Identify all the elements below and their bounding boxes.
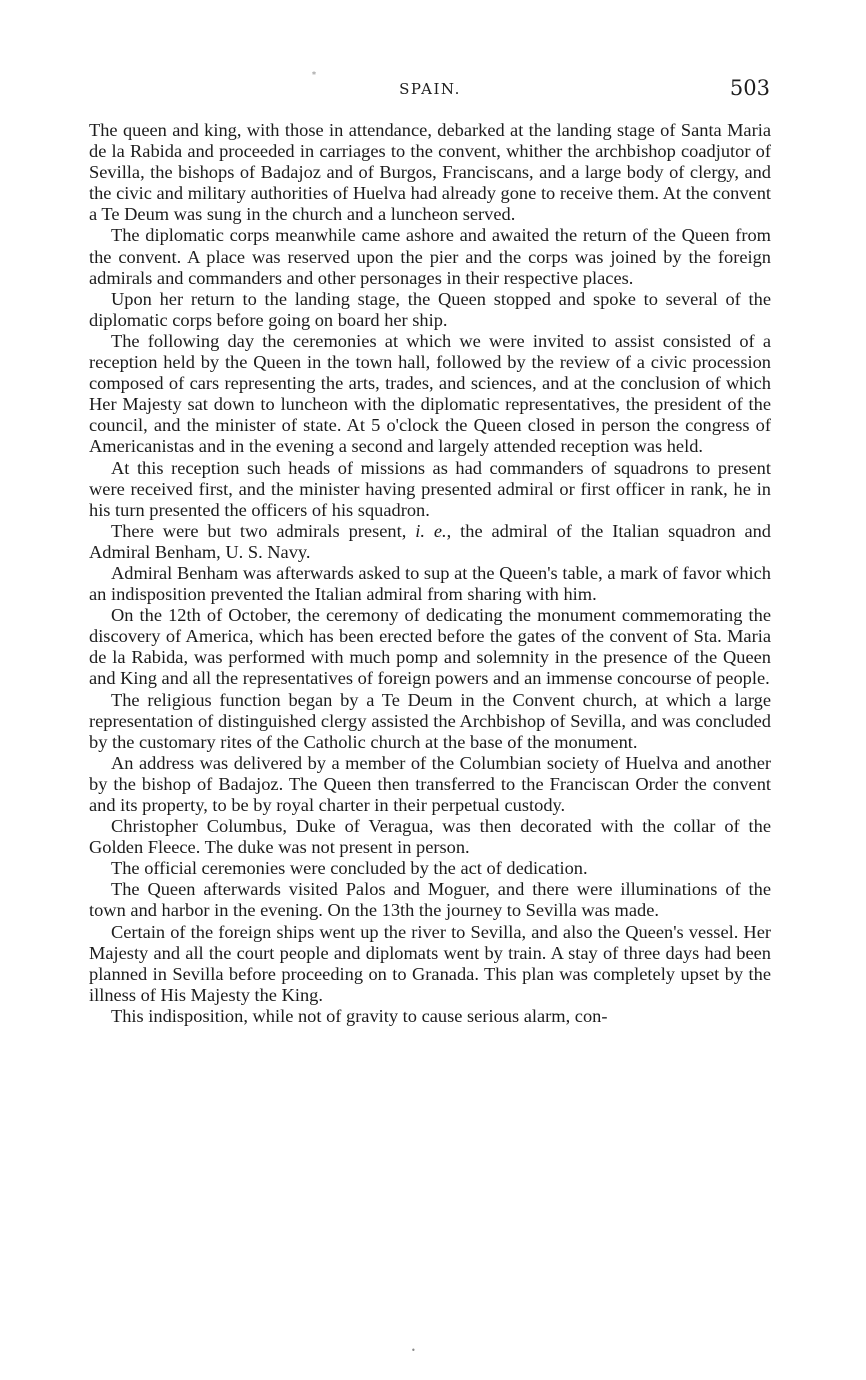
paragraph-6-text-before: There were but two admirals present,: [111, 520, 416, 541]
paragraph-7: Admiral Benham was afterwards asked to sup at the Queen's table, a mark of favor which an indisposition prevented the Italian admiral from sharing with him.: [89, 562, 771, 605]
paragraph-15: This indisposition, while not of gravity to cause serious alarm, con-: [111, 1005, 608, 1026]
paragraph-3: Upon her return to the landing stage, the Queen stopped and spoke to several of the diplomatic corps before going on board her ship.: [89, 288, 771, 330]
paragraph-9: The religious function began by a Te Deum in the Convent church, at which a large representation of distinguished clergy assisted the Archbishop of Sevilla, and was concluded by the customary rites of the Catholic church at the base of the monument.: [89, 689, 771, 752]
paragraph-6-italic: i. e.: [415, 520, 447, 541]
paragraph-14: Certain of the foreign ships went up the river to Sevilla, and also the Queen's vessel. Her Majesty and all the court people and diplomats went by train. A stay of three days had been planned in Sevilla before proceeding on to Granada. This plan was completely upset by the illness of His Majesty the King.: [89, 921, 771, 1005]
paragraph-1: The queen and king, with those in attendance, debarked at the landing stage of Santa Maria de la Rabida and proceeded in carriages to the convent, whither the archbishop coadjutor of Sevilla, the bishops of Badajoz and of Burgos, Franciscans, and a large body of clergy, and the civic and military authorities of Huelva had already gone to receive them. At the convent a Te Deum was sung in the church and a luncheon served.: [89, 120, 771, 225]
stray-ink-mark: ⁎: [312, 68, 316, 77]
paragraph-10: An address was delivered by a member of the Columbian society of Huelva and another by the bishop of Badajoz. The Queen then transferred to the Franciscan Order the convent and its property, to be by royal charter in their perpetual custody.: [89, 752, 771, 815]
body-text: [89, 120, 771, 1027]
paragraph-11: Christopher Columbus, Duke of Veragua, was then decorated with the collar of the Golden Fleece. The duke was not present in person.: [89, 816, 771, 858]
paragraph-6: [89, 521, 771, 563]
section-title: SPAIN.: [399, 80, 461, 98]
paragraph-8: On the 12th of October, the ceremony of dedicating the monument commemorating the discovery of America, which has been erected before the gates of the convent of Sta. Maria de la Rabida, was performed with much pomp and solemnity in the presence of the Queen and King and all the representatives of foreign powers and an immense concourse of people.: [89, 605, 771, 689]
paragraph-5: At this reception such heads of missions as had commanders of squadrons to present were received first, and the minister having presented admiral or first officer in rank, he in his turn presented the officers of his squadron.: [89, 457, 771, 520]
paragraph-4: The following day the ceremonies at which we were invited to assist consisted of a reception held by the Queen in the town hall, followed by the review of a civic procession composed of cars representing the arts, trades, and sciences, and at the conclusion of which Her Majesty sat down to luncheon with the diplomatic representatives, the president of the council, and the minister of state. At 5 o'clock the Queen closed in person the congress of Americanistas and in the evening a second and largely attended reception was held.: [89, 330, 771, 457]
running-head: [88, 76, 772, 104]
paragraph-13: The Queen afterwards visited Palos and Moguer, and there were illuminations of the town and harbor in the evening. On the 13th the journey to Sevilla was made.: [89, 879, 771, 921]
page-number: 503: [729, 76, 770, 100]
paragraph-2: The diplomatic corps meanwhile came ashore and awaited the return of the Queen from the convent. A place was reserved upon the pier and the corps was joined by the foreign admirals and commanders and other personages in their respective places.: [89, 225, 771, 288]
stray-ink-dot: •: [411, 1346, 416, 1355]
paragraph-12: The official ceremonies were concluded by the act of dedication.: [111, 858, 588, 879]
paragraph-6-text-after: , the admiral of the Italian squadron and Admiral Benham, U. S. Navy.: [89, 520, 772, 562]
